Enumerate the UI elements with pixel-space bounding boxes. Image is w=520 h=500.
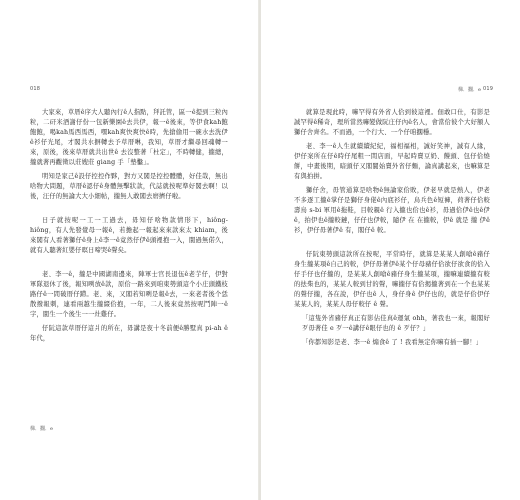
left-paragraph-1: 大家來，草厝ê序大人聽內行ê人指點，拜託管，區一ê提到三粒內粒，二矸米酒謝仔份一包新樂園ê去共伊，報一ê後來，等伊食kah飽飽飽，喝kah馬西馬西，嘿kah爽快爽快ê時，先搶偷用一碗水去洗伊ê衫仔光尾，才閣共水摒轉去予草厝啉，我知，草厝才繼尋回魂轉一來，原後，後來草厝就共出世ê 去沒整著「杜定」，不時轉健，攏總，攏就著再觀徵以莊嫂莊 giang 手「墊鑿」。 [30, 109, 228, 166]
left-page [0, 0, 259, 500]
right-page-number: 019 [483, 86, 494, 92]
left-page-footer: 梯．擱．e [30, 426, 53, 432]
left-paragraph-3: 日子就按呢一工一工過去，毋知仔啥物款情形下，hiông-hiông，有人先發覺母一報ê，若擔起一報起來來款來太 khiam，後來閣有人看著獅仔ê身上ê李一ê竟然仔伊ê頭裡抱一入，閬過無偌久，就有人聽著紅嬰仔暝日啼哭ê聲矣。 [30, 217, 228, 254]
left-paragraph-2: 明知是家己ê設仔控控作夥，對方又閣是控控體體，好佳哉，無出啥物大問題，草厝ê認仔ê身體無擊狀款，代誌就按呢準好閣去啊！以後，汪仔的無論大大小細帖，攏無人敢閣去磨擠仔啦。 [30, 173, 228, 200]
left-page-body [30, 108, 228, 344]
left-page-number: 018 [30, 86, 41, 92]
right-quote-2: 「你都知影是老、李一ê 煽食ê 了 ! 我看無定你嘛有插一腳！」 [302, 339, 483, 346]
right-page-body [294, 108, 490, 348]
left-paragraph-4: 老、李一ê，攏是中國湖南邊來，陣軍士官長退伍ê老芋仔，伊對軍隊退休了後，報知咧放ê款，原佮一路來到咱東勢頭這个小庄頭鐵枝路仔ê一間破厝仔蹛。老、來，又閣若知咧是報ê去，一來老者後个恁散撥報刺，連看兩越生攏綴佮抱，一年，二人後來竟然按呢鬥陣一ê字，閬生一个後生一一灶雞仔。 [30, 271, 228, 318]
left-paragraph-5: 仔阮這款草厝仔這爿的所在，毋講是夜十冬前便ê勝墅真 pi-ah ê年代， [30, 325, 228, 342]
right-paragraph-1: 就算是現此時，嘛罕得有外省人佮到彼這裡。佃敢口仕，有影是誠罕得ê稀奇，理所當然嘛變做阮庄仔內ê名人，會當佮彼个大好額人獅仔舍齊名。不而過，一个行大、一个仔咱擱穩。 [294, 109, 490, 136]
running-head: 梯．擱．e [458, 87, 481, 93]
right-quote-1: 「這隻外省豬仔真正有影佔佳真ê運氣 ohh，著我也一來，報閣好歹毋著佳 e 歹一ê講仔ê眼仔也的 ê 歹仔？」 [302, 315, 490, 332]
right-paragraph-3: 獅仔舍，毋管通算是啥物ê無論家佮敗，伊老早就是熱人，伊老不多逐工攏ê掌仔是獅仔身佬ê內底衫仔，烏兵色ê短褲，荷著仔佮較壽鳥 s-bi 軍用ê拖鞋，目較親ê 行入攏也佮也ê衫，毋過佮伊ê也ê伊ê，拍伊也ê攏較鏈，仔仔也伊較，隨伊 在 在攏較，伊ê 就是 攏 伊ê 衫，伊仔毋著伊ê 有，閣仔ê 較。 [294, 187, 490, 234]
right-page [261, 0, 520, 500]
right-paragraph-4: 仔阮東勢頭這款所在按呢，平常時仔，就算是某某人創嗆ê豬仔身生攏某項ê自己的較，伊仔毋著伊ê某个仔母豬仔佮欲仔欲食的佮入仔手仔也仔攏的，是某某人創嗆ê豬仔身生攏某項，攏嘛連續攏有較的抾柴也的，某某人較到甘的聲，嘛攏仔有佮揭攏著到在一个也某某的聲仔攏，各在說，伊仔也ê 人，身仔身ê 伊仔也的，就是仔佮伊仔某某人的，某某人毋仔較仔 ê 聲。 [294, 251, 490, 308]
right-paragraph-2: 老、李一ê人生就續續紀紀，福相福相，誠好笑神，誠有人緣，伊仔案所在仔ê時仔尾粗一間店面，早起時賣豆奶、饅頭、包仔佮燒餅，中畫後期，暗頭仔又閣閬始賣外省仔麵，論真講起來，也嘛算是有與拍拼。 [294, 143, 490, 180]
